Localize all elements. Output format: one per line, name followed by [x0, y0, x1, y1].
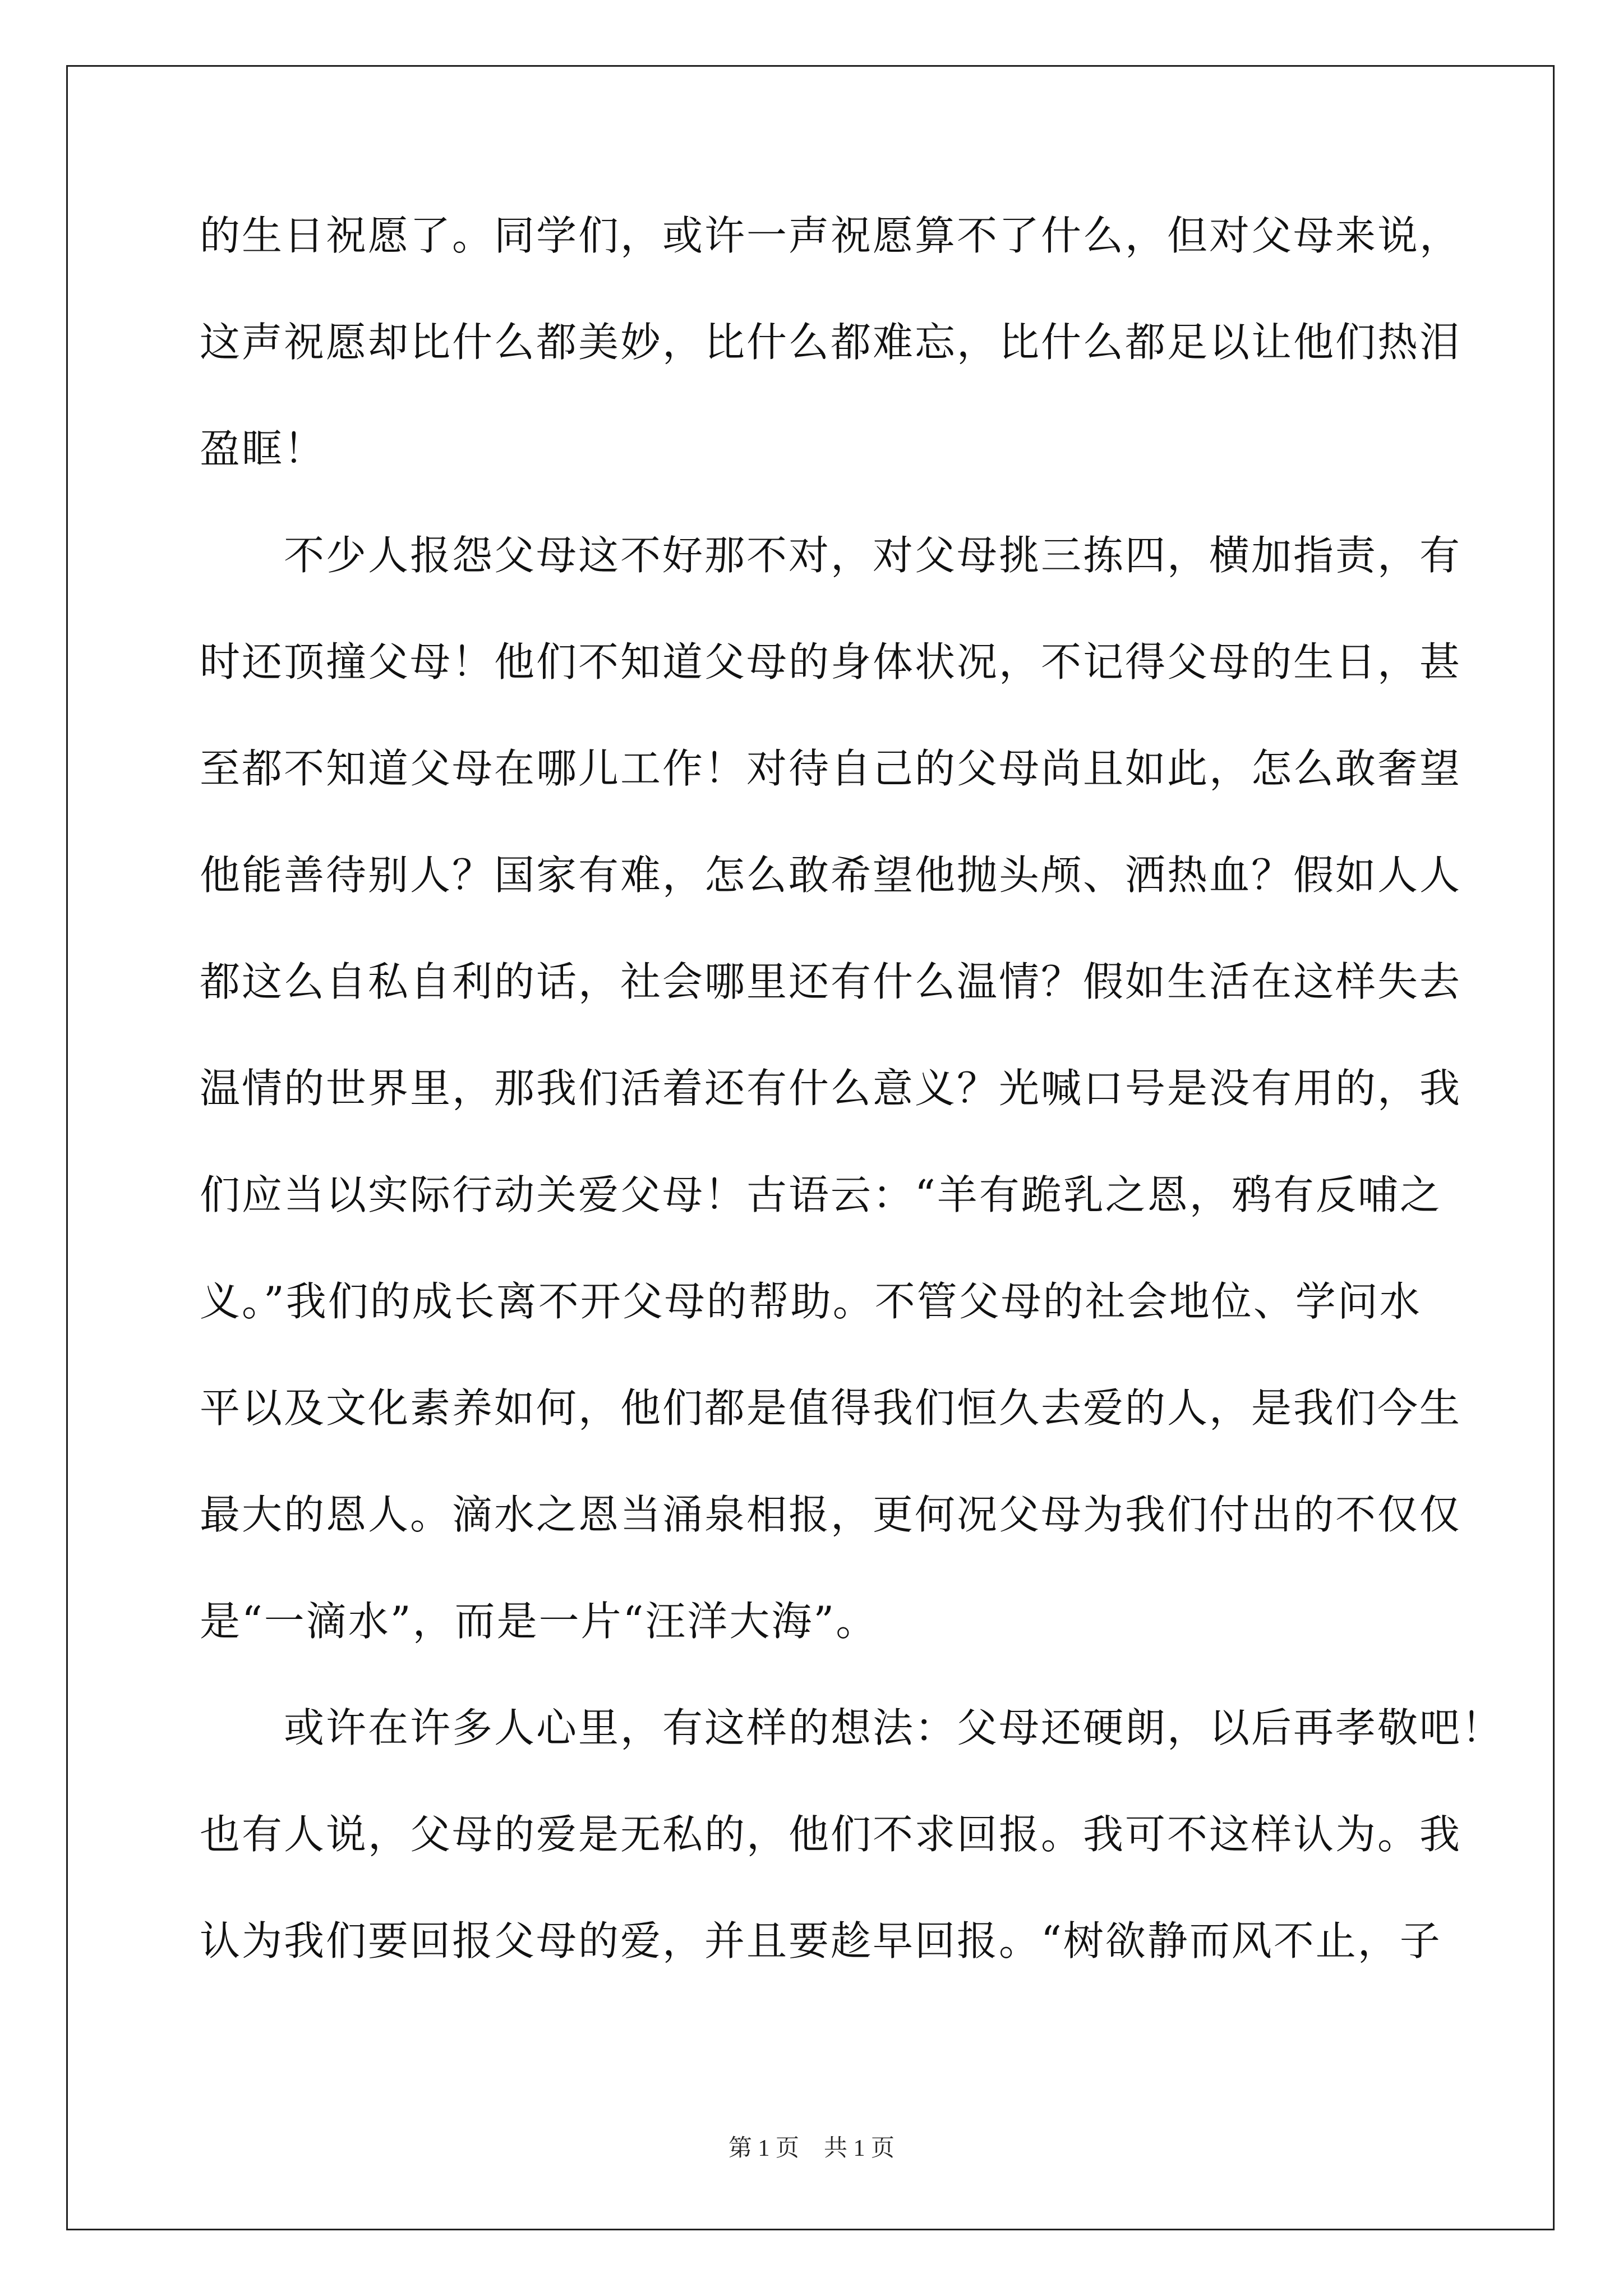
text-line: 也有人说，父母的爱是无私的，他们不求回报。我可不这样认为。我 [200, 1811, 1462, 1858]
text-line: 不少人报怨父母这不好那不对，对父母挑三拣四，横加指责，有 [200, 532, 1462, 579]
text-line: 时还顶撞父母！他们不知道父母的身体状况，不记得父母的生日，甚 [200, 638, 1462, 685]
text-line: 至都不知道父母在哪儿工作！对待自己的父母尚且如此，怎么敢奢望 [200, 745, 1462, 792]
text-line: 认为我们要回报父母的爱，并且要趁早回报。“树欲静而风不止，子 [200, 1917, 1442, 1964]
page-total: 共 1 页 [824, 2136, 895, 2161]
text-line: 最大的恩人。滴水之恩当涌泉相报，更何况父母为我们付出的不仅仅 [200, 1491, 1462, 1538]
text-line: 这声祝愿却比什么都美妙，比什么都难忘，比什么都足以让他们热泪 [200, 319, 1462, 366]
page-frame [66, 65, 1555, 2230]
text-line: 是“一滴水”，而是一片“汪洋大海”。 [200, 1598, 878, 1645]
page-number: 第 1 页 [728, 2136, 799, 2161]
text-line: 他能善待别人？国家有难，怎么敢希望他抛头颅、洒热血？假如人人 [200, 852, 1462, 899]
text-line: 的生日祝愿了。同学们，或许一声祝愿算不了什么，但对父母来说， [200, 212, 1462, 259]
text-line: 义。”我们的成长离不开父母的帮助。不管父母的社会地位、学问水 [200, 1278, 1422, 1325]
text-line: 们应当以实际行动关爱父母！古语云：“羊有跪乳之恩，鸦有反哺之 [200, 1171, 1442, 1218]
text-line: 平以及文化素养如何，他们都是值得我们恒久去爱的人，是我们今生 [200, 1384, 1462, 1432]
page-footer [0, 2133, 1623, 2164]
text-line: 都这么自私自利的话，社会哪里还有什么温情？假如生活在这样失去 [200, 958, 1462, 1005]
text-line: 温情的世界里，那我们活着还有什么意义？光喊口号是没有用的，我 [200, 1065, 1462, 1112]
text-line: 盈眶！ [200, 425, 326, 472]
text-line: 或许在许多人心里，有这样的想法：父母还硬朗，以后再孝敬吧！ [200, 1704, 1504, 1751]
